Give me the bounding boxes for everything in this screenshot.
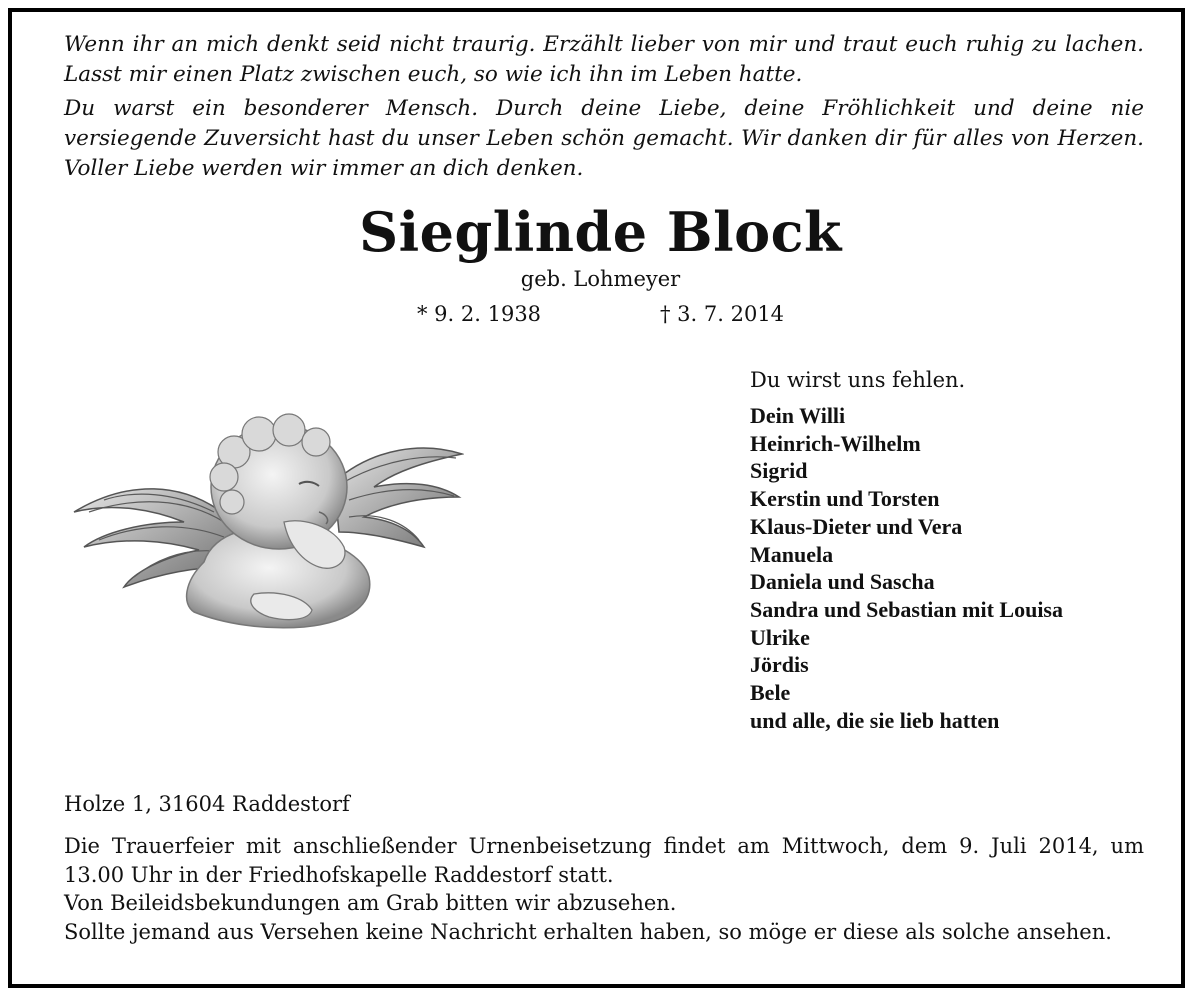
list-item: Klaus-Dieter und Vera xyxy=(750,513,963,539)
list-item: Manuela xyxy=(750,541,834,567)
list-item: Heinrich-Wilhelm xyxy=(750,430,921,456)
notice-service: Die Trauerfeier mit anschließender Urnenbeisetzung findet am Mittwoch, dem 9. Juli 2014, um 13.00 Uhr in der Friedhofskapelle Raddestorf statt. xyxy=(64,834,1144,887)
notice-condolences: Von Beileidsbekundungen am Grab bitten wir abzusehen. xyxy=(64,891,677,915)
list-item: Dein Willi xyxy=(750,403,846,428)
list-item: Jördis xyxy=(750,652,809,678)
birth-date: * 9. 2. 1938 xyxy=(417,302,542,326)
funeral-notices xyxy=(64,832,1144,946)
angel-icon xyxy=(64,372,464,642)
notice-no-message: Sollte jemand aus Versehen keine Nachricht erhalten haben, so möge er diese als solche ansehen. xyxy=(64,919,1112,944)
list-item: Bele xyxy=(750,680,791,706)
list-item: Sigrid xyxy=(750,458,808,484)
death-date: † 3. 7. 2014 xyxy=(660,302,785,326)
mourners-intro: Du wirst uns fehlen. xyxy=(750,368,966,392)
list-item: Ulrike xyxy=(750,624,810,650)
list-item: und alle, die sie lieb hatten xyxy=(750,707,1000,733)
poem-paragraph-2 xyxy=(64,94,1144,184)
list-item: Kerstin und Torsten xyxy=(750,486,940,512)
address: Holze 1, 31604 Raddestorf xyxy=(64,792,350,816)
mourners-list xyxy=(750,402,1063,734)
list-item: Sandra und Sebastian mit Louisa xyxy=(750,596,1063,622)
list-item: Daniela und Sascha xyxy=(750,569,935,595)
maiden-name: geb. Lohmeyer xyxy=(520,267,681,291)
poem-text-1: Wenn ihr an mich denkt seid nicht traurig. Erzählt lieber von mir und traut euch ruhig zu lachen. Lasst mir einen Platz zwischen euch, so wie ich ihn im Leben hatte. xyxy=(64,32,1144,87)
obituary-frame xyxy=(8,8,1185,988)
poem-paragraph-1 xyxy=(64,30,1144,90)
poem-text-2: Du warst ein besonderer Mensch. Durch deine Liebe, deine Fröhlichkeit und deine nie versiegende Zuversicht hast du unser Leben schön gemacht. Wir danken dir für alles von Herzen. Voller Liebe werden wir immer an dich denken. xyxy=(64,96,1144,181)
deceased-name: Sieglinde Block xyxy=(359,200,842,264)
